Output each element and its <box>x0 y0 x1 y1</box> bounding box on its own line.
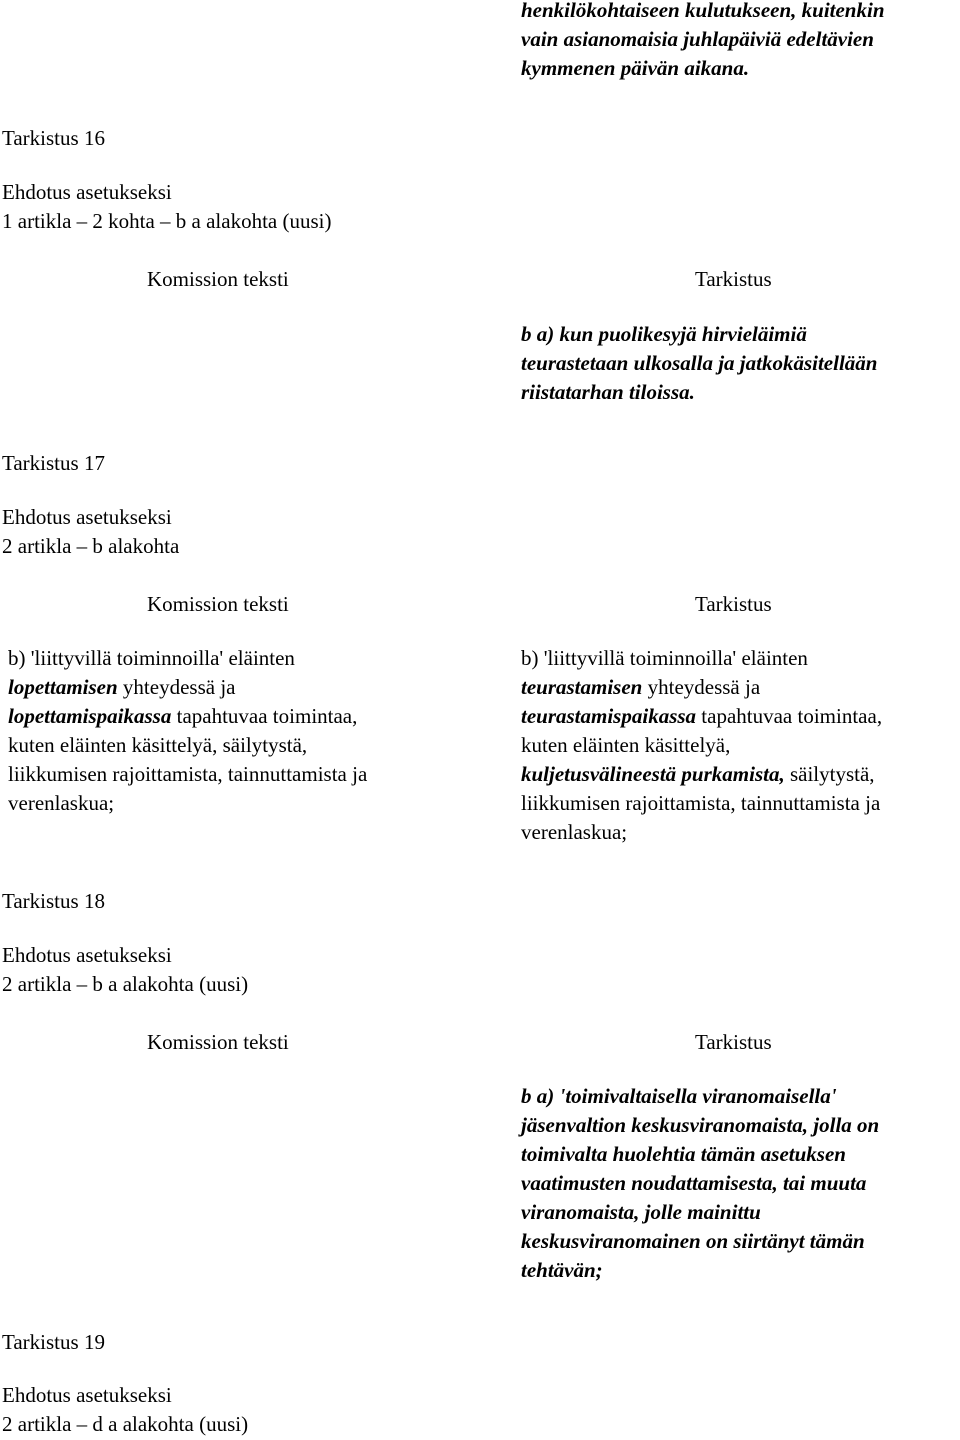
emphasized-text: teurastamispaikassa <box>521 704 697 728</box>
continued-amendment-text <box>521 0 957 83</box>
text-line: b a) kun puolikesyjä hirvieläimiä <box>521 322 807 346</box>
text-line: teurastetaan ulkosalla ja jatkokäsitellään <box>521 351 878 375</box>
text-line <box>8 760 488 789</box>
text-run: kuten eläinten käsittelyä, <box>521 733 731 757</box>
text-line <box>521 760 957 789</box>
amendment-heading: Tarkistus <box>695 1030 772 1054</box>
text-line: toimivalta huolehtia tämän asetuksen <box>521 1142 846 1166</box>
text-run: säilytystä, <box>784 762 875 786</box>
text-line: tehtävän; <box>521 1258 603 1282</box>
proposal-label: Ehdotus asetukseksi <box>2 943 172 967</box>
text-line: henkilökohtaiseen kulutukseen, kuitenkin <box>521 0 885 22</box>
text-line <box>8 644 488 673</box>
proposal-label: Ehdotus asetukseksi <box>2 505 172 529</box>
proposal-label: Ehdotus asetukseksi <box>2 180 172 204</box>
text-line: b a) 'toimivaltaisella viranomaisella' <box>521 1084 837 1108</box>
text-run: liikkumisen rajoittamista, tainnuttamista ja <box>8 762 368 786</box>
emphasized-text: lopettamisen <box>8 675 118 699</box>
amendment-text <box>521 1082 957 1285</box>
amendment-heading: Tarkistus <box>695 592 772 616</box>
article-reference: 2 artikla – b a alakohta (uusi) <box>2 972 249 996</box>
amendment-title: Tarkistus 18 <box>2 889 105 913</box>
text-run: kuten eläinten käsittelyä, säilytystä, <box>8 733 308 757</box>
text-run: liikkumisen rajoittamista, tainnuttamista ja <box>521 791 881 815</box>
commission-text-heading: Komission teksti <box>147 1030 289 1054</box>
text-run: verenlaskua; <box>8 791 115 815</box>
text-run: yhteydessä ja <box>642 675 761 699</box>
proposal-label: Ehdotus asetukseksi <box>2 1383 172 1407</box>
amendment-title: Tarkistus 16 <box>2 126 105 150</box>
article-reference: 1 artikla – 2 kohta – b a alakohta (uusi) <box>2 209 332 233</box>
amendment-text <box>521 320 957 407</box>
amendment-heading: Tarkistus <box>695 267 772 291</box>
text-line <box>521 731 957 760</box>
text-line <box>521 702 957 731</box>
text-line <box>8 789 488 818</box>
emphasized-text: lopettamispaikassa <box>8 704 172 728</box>
text-line <box>8 702 488 731</box>
text-line <box>8 673 488 702</box>
text-line: keskusviranomainen on siirtänyt tämän <box>521 1229 865 1253</box>
text-run: tapahtuvaa toimintaa, <box>696 704 883 728</box>
article-reference: 2 artikla – b alakohta <box>2 534 180 558</box>
amendment-title: Tarkistus 19 <box>2 1330 105 1354</box>
text-line: viranomaista, jolle mainittu <box>521 1200 761 1224</box>
amendment-title: Tarkistus 17 <box>2 451 105 475</box>
commission-text <box>8 644 488 818</box>
text-run: b) 'liittyvillä toiminnoilla' eläinten <box>8 646 295 670</box>
text-line: kymmenen päivän aikana. <box>521 56 750 80</box>
text-line <box>521 789 957 818</box>
text-line <box>521 818 957 847</box>
commission-text-heading: Komission teksti <box>147 267 289 291</box>
text-line: jäsenvaltion keskusviranomaista, jolla on <box>521 1113 880 1137</box>
text-line: vaatimusten noudattamisesta, tai muuta <box>521 1171 867 1195</box>
emphasized-text: kuljetusvälineestä purkamista, <box>521 762 785 786</box>
amendment-text <box>521 644 957 847</box>
text-line <box>521 673 957 702</box>
text-line <box>8 731 488 760</box>
text-line: riistatarhan tiloissa. <box>521 380 695 404</box>
text-line: vain asianomaisia juhlapäiviä edeltävien <box>521 27 874 51</box>
text-run: tapahtuvaa toimintaa, <box>171 704 358 728</box>
text-run: verenlaskua; <box>521 820 628 844</box>
commission-text-heading: Komission teksti <box>147 592 289 616</box>
article-reference: 2 artikla – d a alakohta (uusi) <box>2 1412 249 1436</box>
text-run: b) 'liittyvillä toiminnoilla' eläinten <box>521 646 808 670</box>
text-run: yhteydessä ja <box>117 675 236 699</box>
text-line <box>521 644 957 673</box>
emphasized-text: teurastamisen <box>521 675 643 699</box>
